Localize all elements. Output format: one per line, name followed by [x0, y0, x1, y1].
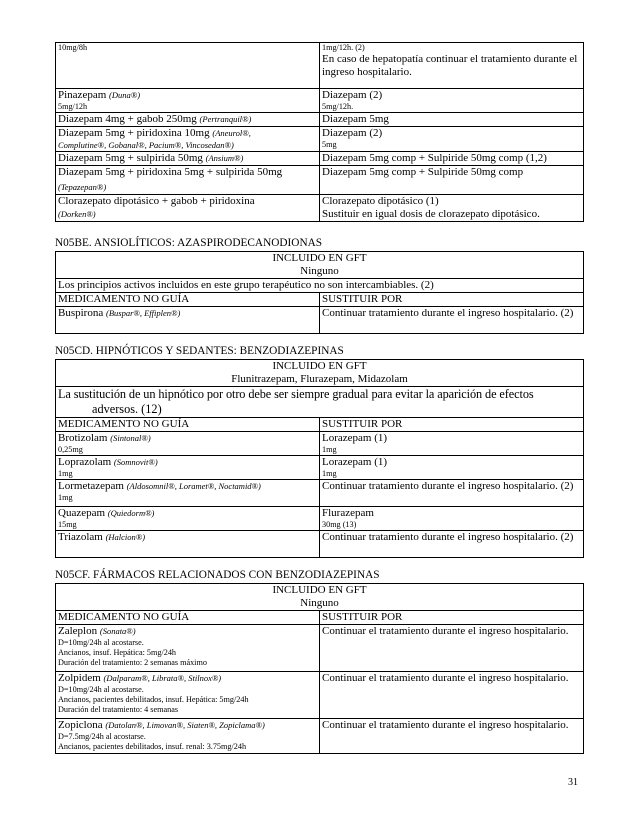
- medicine-name: Pinazepam: [58, 89, 107, 101]
- included-value: Ninguno: [300, 597, 339, 609]
- medicine-name: Loprazolam: [58, 456, 112, 468]
- section-title-n05cf: N05CF. FÁRMACOS RELACIONADOS CON BENZODIAZEPINAS: [55, 569, 380, 581]
- dose-text: 0,25mg: [58, 445, 83, 454]
- cell-medicine: [56, 195, 320, 222]
- brand-names: (Aldosomnil®, Loramet®, Noctamid®): [126, 481, 261, 491]
- brand-names: (Tepazepan®): [58, 182, 107, 192]
- dose-text: 5mg/12h: [58, 102, 88, 111]
- note-text-cont: adversos. (12): [92, 402, 162, 416]
- medicine-name: Clorazepato dipotásico + gabob + piridoxina: [58, 195, 255, 207]
- column-header: MEDICAMENTO NO GUÍA: [56, 293, 320, 307]
- brand-names: (Duna®): [109, 90, 141, 100]
- cell-substitute: [320, 43, 584, 89]
- brand-names: (Dalparam®, Librata®, Stilnox®): [103, 673, 222, 683]
- substitute-text: Diazepam 5mg comp + Sulpiride 50mg comp (1,2): [322, 152, 547, 164]
- cell-medicine: [56, 43, 320, 89]
- table-row: [56, 531, 584, 558]
- table-row: [56, 195, 584, 222]
- substitute-text: Continuar tratamiento durante el ingreso hospitalario. (2): [322, 531, 574, 543]
- column-header: SUSTITUIR POR: [320, 611, 584, 625]
- substitute-text: Continuar el tratamiento durante el ingreso hospitalario.: [322, 719, 569, 731]
- included-row: [56, 252, 584, 279]
- cell-medicine: [56, 625, 320, 672]
- cell-substitute: [320, 456, 584, 480]
- substitute-text: Diazepam (2): [322, 89, 383, 101]
- cell-substitute: [320, 152, 584, 166]
- substitute-note: Sustituir en igual dosis de clorazepato dipotásico.: [322, 208, 540, 220]
- included-label: INCLUIDO EN GFT: [272, 360, 367, 372]
- note-cell: [56, 387, 584, 418]
- brand-names: (Sonata®): [99, 626, 136, 636]
- dose-text: Ancianos, pacientes debilitados, insuf. renal: 3.75mg/24h: [58, 742, 247, 751]
- included-cell: [56, 584, 584, 611]
- medicine-name: Diazepam 5mg + piridoxina 5mg + sulpirida 50mg: [58, 166, 283, 178]
- table-row: [56, 307, 584, 334]
- table-n05be: [55, 251, 584, 334]
- table-row: [56, 625, 584, 672]
- header-row: [56, 611, 584, 625]
- included-value: Flunitrazepam, Flurazepam, Midazolam: [231, 373, 408, 385]
- cell-substitute: [320, 127, 584, 152]
- substitute-text: Diazepam 5mg comp + Sulpiride 50mg comp: [322, 166, 524, 178]
- cell-substitute: [320, 507, 584, 531]
- note-text: Los principios activos incluidos en este grupo terapéutico no son intercambiables. (2): [58, 279, 434, 291]
- cell-medicine: [56, 480, 320, 507]
- substitute-text: Continuar el tratamiento durante el ingreso hospitalario.: [322, 625, 569, 637]
- dose-text: 1mg: [322, 469, 337, 478]
- cell-substitute: [320, 432, 584, 456]
- dose-text: Duración del tratamiento: 4 semanas: [58, 705, 179, 714]
- substitute-text: Diazepam (2): [322, 127, 383, 139]
- dose-text: 1mg: [58, 493, 73, 502]
- table-n05cf: [55, 583, 584, 754]
- medicine-name: Zolpidem: [58, 672, 101, 684]
- dose-text: 5mg/12h.: [322, 102, 354, 111]
- dose-text: 1mg: [322, 445, 337, 454]
- dose-text: 5mg: [322, 140, 337, 149]
- table-n05cd: [55, 359, 584, 558]
- cell-medicine: [56, 456, 320, 480]
- included-label: INCLUIDO EN GFT: [272, 584, 367, 596]
- table-row: [56, 152, 584, 166]
- brand-names: (Ansium®): [205, 153, 244, 163]
- note-row: [56, 279, 584, 293]
- cell-medicine: [56, 307, 320, 334]
- dose-text: Duración del tratamiento: 2 semanas máximo: [58, 658, 207, 667]
- table-row: [56, 507, 584, 531]
- cell-substitute: [320, 307, 584, 334]
- dose-text: 10mg/8h: [58, 43, 88, 52]
- brand-names: (Datolan®, Limovan®, Siaten®, Zopiclama®): [105, 720, 265, 730]
- medicine-name: Triazolam: [58, 531, 103, 543]
- cell-substitute: [320, 480, 584, 507]
- dose-text: 1mg/12h. (2): [322, 43, 365, 52]
- included-row: [56, 360, 584, 387]
- included-label: INCLUIDO EN GFT: [272, 252, 367, 264]
- cell-medicine: [56, 531, 320, 558]
- note-row: [56, 387, 584, 418]
- dose-text: 15mg: [58, 520, 77, 529]
- dose-text: D=7.5mg/24h al acostarse.: [58, 732, 146, 741]
- medicine-name: Diazepam 4mg + gabob 250mg: [58, 113, 197, 125]
- brand-names: (Quiedorm®): [107, 508, 155, 518]
- substitute-text: Lorazepam (1): [322, 432, 388, 444]
- medicine-name: Zopiclona: [58, 719, 103, 731]
- table-row: [56, 166, 584, 195]
- substitute-text: Continuar tratamiento durante el ingreso hospitalario. (2): [322, 307, 574, 319]
- brand-names: (Sintonal®): [110, 433, 151, 443]
- header-row: [56, 293, 584, 307]
- cell-substitute: [320, 531, 584, 558]
- dose-text: 30mg (13): [322, 520, 357, 529]
- cell-medicine: [56, 719, 320, 754]
- section-title-n05be: N05BE. ANSIOLÍTICOS: AZASPIRODECANODIONAS: [55, 237, 323, 249]
- medicine-name: Diazepam 5mg + sulpirida 50mg: [58, 152, 203, 164]
- table-continuation: [55, 42, 584, 222]
- cell-medicine: [56, 89, 320, 113]
- table-row: [56, 480, 584, 507]
- dose-text: Ancianos, insuf. Hepática: 5mg/24h: [58, 648, 177, 657]
- cell-medicine: [56, 507, 320, 531]
- dose-text: 1mg: [58, 469, 73, 478]
- cell-medicine: [56, 127, 320, 152]
- note-text: La sustitución de un hipnótico por otro debe ser siempre gradual para evitar la aparición de efectos: [58, 387, 534, 401]
- column-header: SUSTITUIR POR: [320, 293, 584, 307]
- medicine-name: Lormetazepam: [58, 480, 124, 492]
- cell-medicine: [56, 432, 320, 456]
- brand-names: (Buspar®, Effiplen®): [105, 308, 181, 318]
- included-row: [56, 584, 584, 611]
- column-header: MEDICAMENTO NO GUÍA: [56, 418, 320, 432]
- substitute-text: En caso de hepatopatía continuar el tratamiento durante el ingreso hospitalario.: [322, 53, 578, 78]
- page-number: 31: [568, 777, 578, 788]
- brand-names: (Somnovit®): [113, 457, 158, 467]
- document-page: [55, 0, 583, 754]
- cell-medicine: [56, 166, 320, 195]
- section-title-n05cd: N05CD. HIPNÓTICOS Y SEDANTES: BENZODIAZEPINAS: [55, 345, 344, 357]
- substitute-text: Diazepam 5mg: [322, 113, 389, 125]
- cell-substitute: [320, 113, 584, 127]
- substitute-text: Lorazepam (1): [322, 456, 388, 468]
- table-row: [56, 672, 584, 719]
- substitute-text: Continuar tratamiento durante el ingreso hospitalario. (2): [322, 480, 574, 492]
- column-header: SUSTITUIR POR: [320, 418, 584, 432]
- medicine-name: Diazepam 5mg + piridoxina 10mg: [58, 127, 210, 139]
- cell-substitute: [320, 166, 584, 195]
- medicine-name: Brotizolam: [58, 432, 108, 444]
- dose-text: D=10mg/24h al acostarse.: [58, 638, 144, 647]
- table-row: [56, 127, 584, 152]
- medicine-name: Buspirona: [58, 307, 104, 319]
- cell-substitute: [320, 625, 584, 672]
- cell-medicine: [56, 672, 320, 719]
- cell-medicine: [56, 152, 320, 166]
- medicine-name: Zaleplon: [58, 625, 98, 637]
- cell-substitute: [320, 719, 584, 754]
- brand-names: (Aneurol®,: [212, 128, 251, 138]
- substitute-text: Flurazepam: [322, 507, 374, 519]
- cell-substitute: [320, 672, 584, 719]
- brand-names: (Pertranquil®): [199, 114, 252, 124]
- substitute-text: Continuar el tratamiento durante el ingreso hospitalario.: [322, 672, 569, 684]
- header-row: [56, 418, 584, 432]
- column-header: MEDICAMENTO NO GUÍA: [56, 611, 320, 625]
- included-value: Ninguno: [300, 265, 339, 277]
- brand-names: (Dorken®): [58, 209, 96, 219]
- dose-text: Ancianos, pacientes debilitados, insuf. Hepática: 5mg/24h: [58, 695, 249, 704]
- table-row: [56, 89, 584, 113]
- table-row: [56, 43, 584, 89]
- included-cell: [56, 360, 584, 387]
- table-row: [56, 432, 584, 456]
- cell-substitute: [320, 89, 584, 113]
- cell-medicine: [56, 113, 320, 127]
- note-cell: [56, 279, 584, 293]
- cell-substitute: [320, 195, 584, 222]
- included-cell: [56, 252, 584, 279]
- substitute-text: Clorazepato dipotásico (1): [322, 195, 439, 207]
- medicine-name: Quazepam: [58, 507, 106, 519]
- table-row: [56, 719, 584, 754]
- table-row: [56, 456, 584, 480]
- brand-names-cont: Complutine®, Gobanal®, Pacium®, Vincosedan®): [58, 140, 234, 150]
- brand-names: (Halcion®): [105, 532, 146, 542]
- dose-text: D=10mg/24h al acostarse.: [58, 685, 144, 694]
- table-row: [56, 113, 584, 127]
